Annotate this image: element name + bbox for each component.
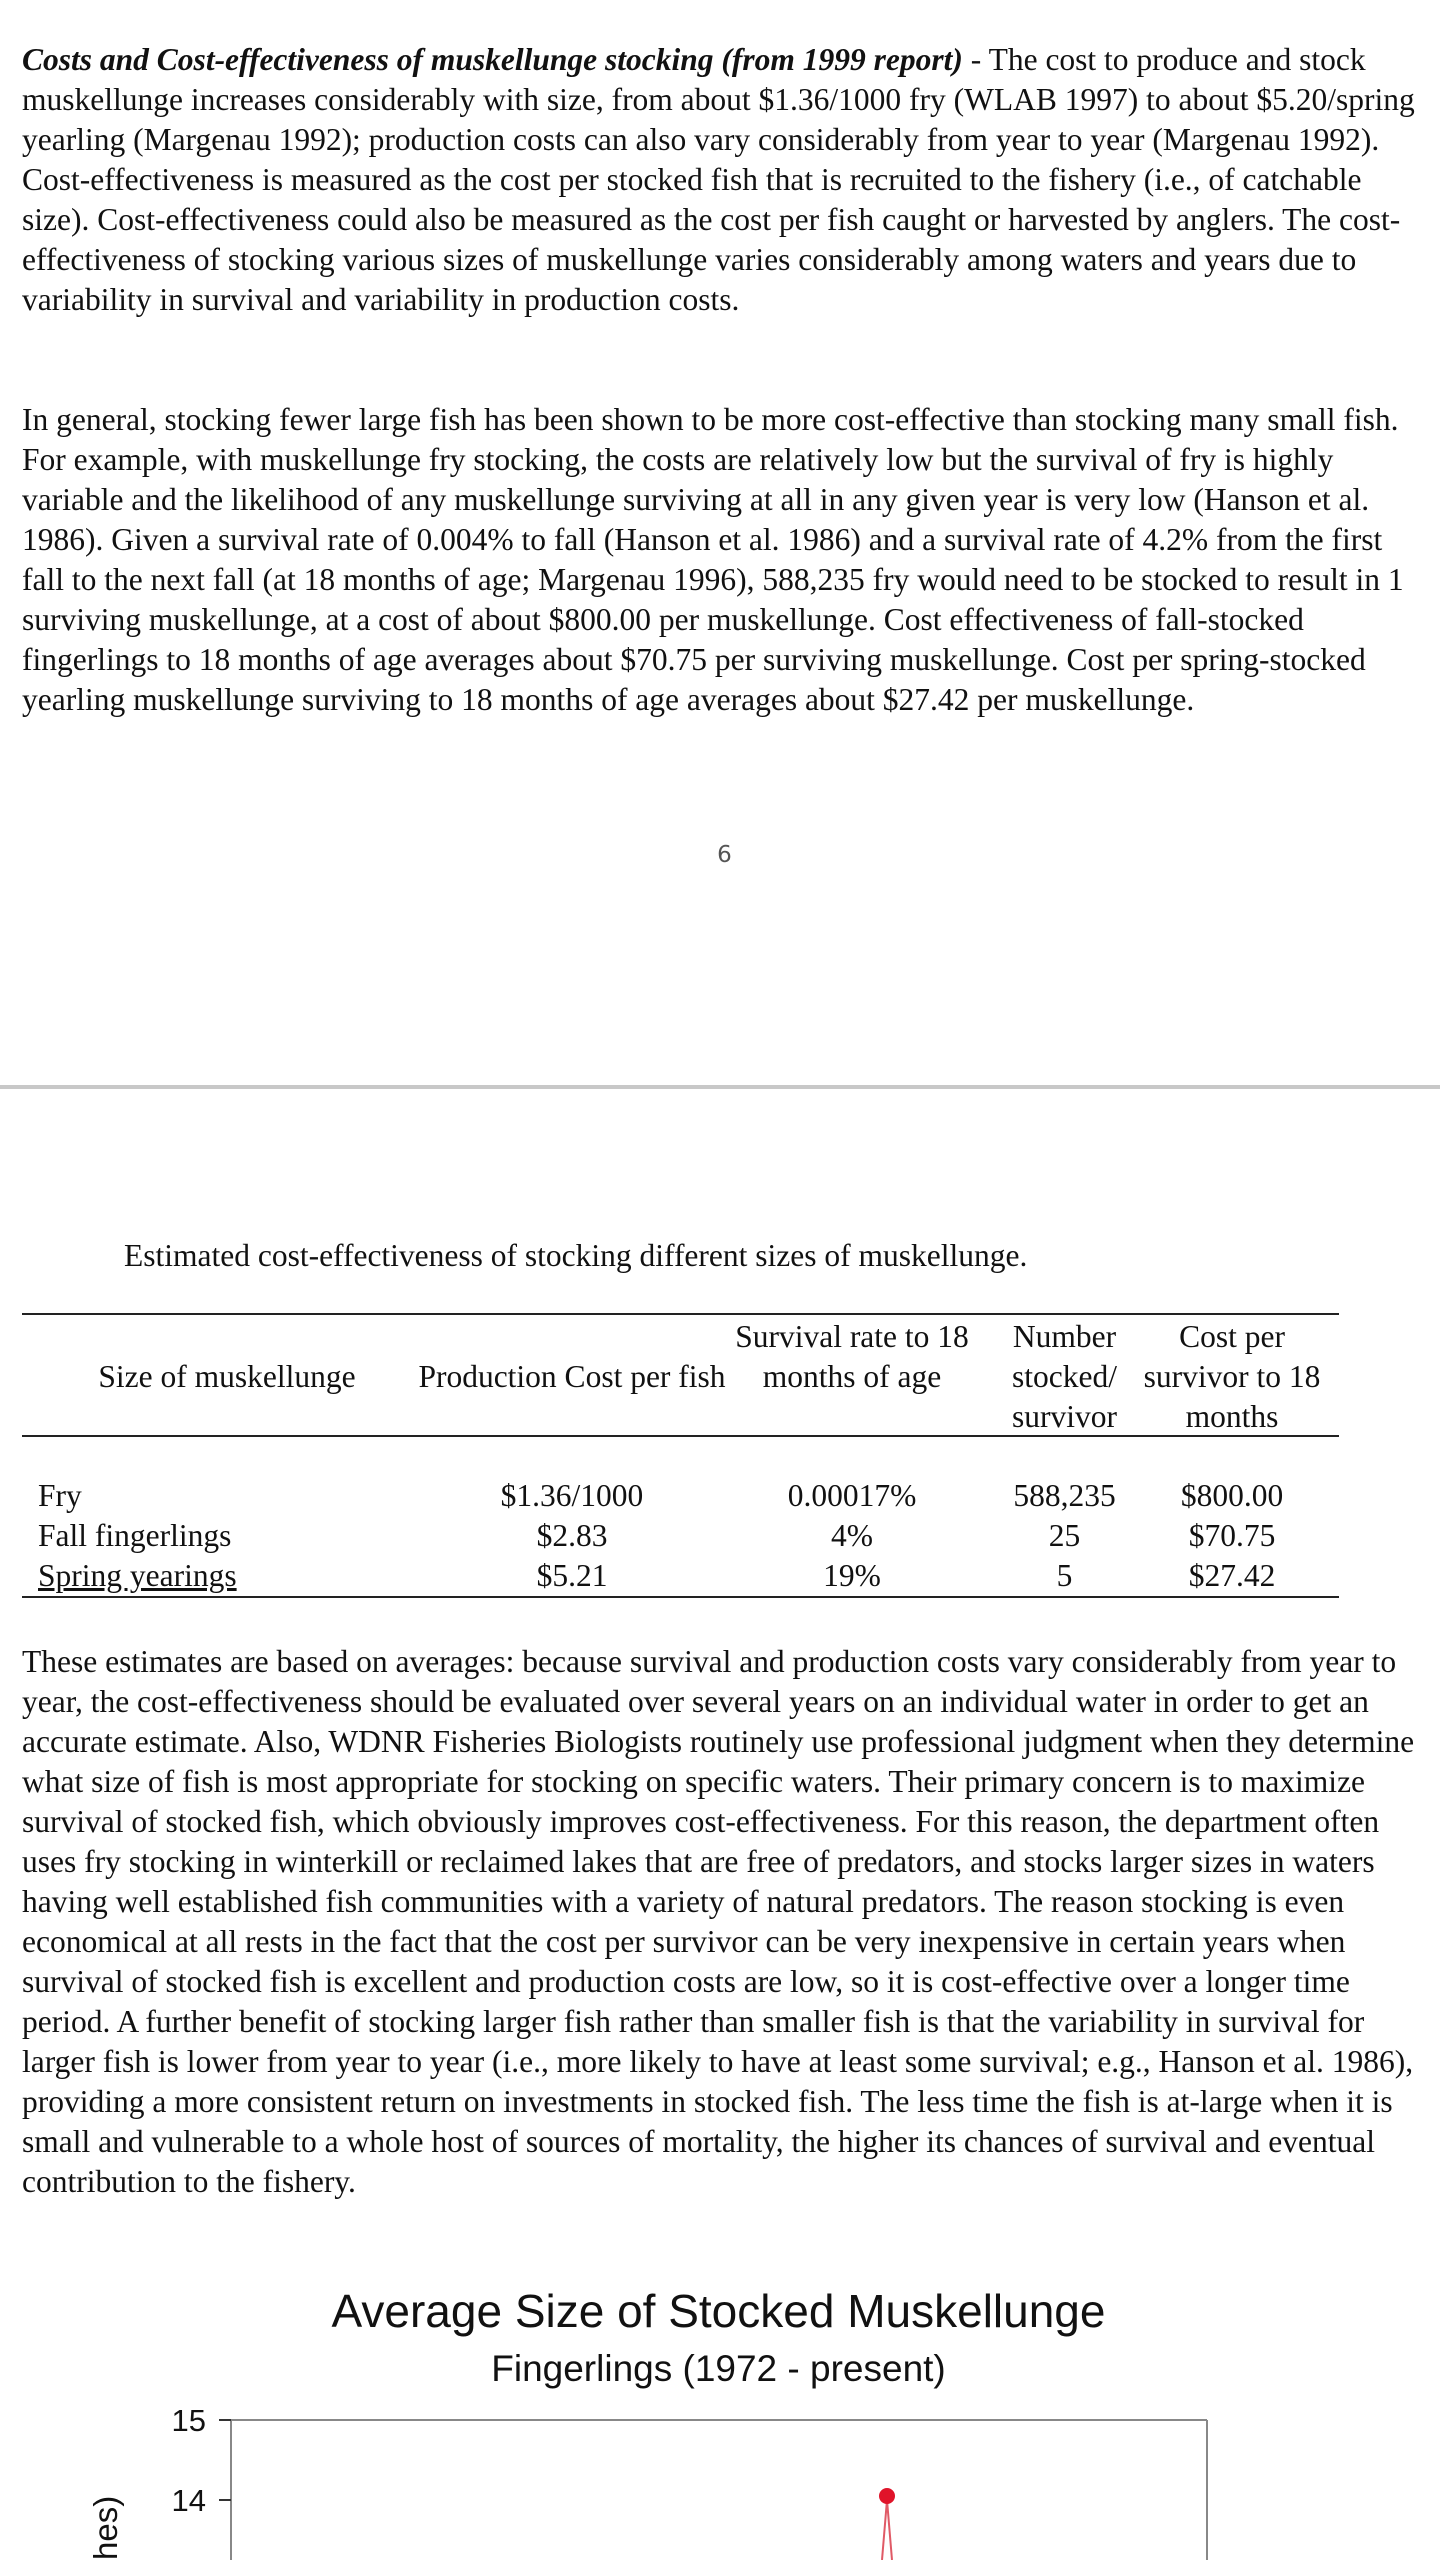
table-rule-top <box>22 1313 1339 1315</box>
table-cell-cost-per-survivor: $27.42 <box>1188 1558 1276 1593</box>
table-caption: Estimated cost-effectiveness of stocking different sizes of muskellunge. <box>124 1238 1028 1273</box>
section-heading-costs: Costs and Cost-effectiveness of muskellunge stocking (from 1999 report) <box>22 42 963 77</box>
table-row <box>22 1476 1339 1516</box>
chart-plot <box>0 2270 1440 2560</box>
table-cell-size: Spring yearings <box>38 1558 237 1593</box>
table-header-survival-rate: Survival rate to 18 months of age <box>735 1319 969 1394</box>
chart-title: Average Size of Stocked Muskellunge <box>331 2285 1106 2337</box>
table-cell-cost-per-survivor: $800.00 <box>1180 1478 1284 1513</box>
table-cell-survival-rate: 0.00017% <box>787 1478 917 1513</box>
table-cell-size: Fall fingerlings <box>38 1518 232 1553</box>
table-rule-header <box>22 1435 1339 1437</box>
table-cell-production-cost: $5.21 <box>536 1558 608 1593</box>
page-number: 6 <box>717 842 732 868</box>
series-line-left <box>882 2500 887 2560</box>
table-cell-survival-rate: 4% <box>831 1518 873 1553</box>
table-cell-production-cost: $1.36/1000 <box>500 1478 644 1513</box>
table-cell-number-stocked: 5 <box>1056 1558 1073 1593</box>
table-header-cost-per-survivor: Cost per survivor to 18 months <box>1143 1319 1321 1434</box>
data-point-marker <box>879 2488 895 2504</box>
y-tick-label: 15 <box>171 2403 206 2438</box>
table-rule-bottom <box>22 1596 1339 1598</box>
table-row <box>22 1556 1339 1596</box>
table-cell-cost-per-survivor: $70.75 <box>1188 1518 1276 1553</box>
paragraph-estimates: These estimates are based on averages: because survival and production costs vary considerably from year to year, the cost-effectiveness should be evaluated over several years on an individual water in order to get an accurate estimate. Also, WDNR Fisheries Biologists routinely use professional judgment when they determine what size of fish is most appropriate for stocking on specific waters. Their primary concern is to maximize survival of stocked fish, which obviously improves cost-effectiveness. For this reason, the department often uses fry stocking in winterkill or reclaimed lakes that are free of predators, and stocks larger sizes in waters having well established fish communities with a variety of natural predators. The reason stocking is even economical at all rests in the fact that the cost per survivor can be very inexpensive in certain years when survival of stocked fish is excellent and production costs are low, so it is cost-effective over a longer time period. A further benefit of stocking larger fish rather than smaller fish is that the variability in survival for larger fish is lower from year to year (i.e., more likely to have at least some survival; e.g., Hanson et al. 1986), providing a more consistent return on investments in stocked fish. The less time the fish is at-large when it is small and vulnerable to a whole host of sources of mortality, the higher its chances of survival and eventual contribution to the fishery. <box>22 1644 1415 2199</box>
series-line-right <box>887 2500 892 2560</box>
chart-subtitle: Fingerlings (1972 - present) <box>491 2348 946 2389</box>
table-cell-size: Fry <box>38 1478 82 1513</box>
paragraph-costs-body: - The cost to produce and stock muskellunge increases considerably with size, from about $1.36/1000 fry (WLAB 1997) to about $5.20/spring yearling (Margenau 1992); production costs can also vary considerably from year to year (Margenau 1992). Cost-effectiveness is measured as the cost per stocked fish that is recruited to the fishery (i.e., of catchable size). Cost-effectiveness could also be measured as the cost per fish caught or harvested by anglers. The cost-effectiveness of stocking various sizes of muskellunge varies considerably among waters and years due to variability in survival and variability in production costs. <box>22 42 1415 317</box>
table-cell-number-stocked: 588,235 <box>1013 1478 1116 1513</box>
paragraph-cost-effectiveness: In general, stocking fewer large fish has been shown to be more cost-effective than stocking many small fish. For example, with muskellunge fry stocking, the costs are relatively low but the survival of fry is highly variable and the likelihood of any muskellunge surviving at all in any given year is very low (Hanson et al. 1986). Given a survival rate of 0.004% to fall (Hanson et al. 1986) and a survival rate of 4.2% from the first fall to the next fall (at 18 months of age; Margenau 1996), 588,235 fry would need to be stocked to result in 1 surviving muskellunge, at a cost of about $800.00 per muskellunge. Cost effectiveness of fall-stocked fingerlings to 18 months of age averages about $70.75 per surviving muskellunge. Cost per spring-stocked yearling muskellunge surviving to 18 months of age averages about $27.42 per muskellunge. <box>22 402 1404 717</box>
table-cell-production-cost: $2.83 <box>536 1518 608 1553</box>
table-cell-survival-rate: 19% <box>823 1558 881 1593</box>
table-header-production-cost: Production Cost per fish <box>418 1359 726 1394</box>
y-tick-label: 14 <box>171 2483 206 2518</box>
stocked-size-chart <box>0 2270 1440 2560</box>
paragraph-costs-intro <box>22 40 1430 320</box>
y-axis-label: hes) <box>87 2495 124 2560</box>
table-row <box>22 1516 1339 1556</box>
table-header-size: Size of muskellunge <box>98 1359 356 1394</box>
document-page-1 <box>0 0 1440 1085</box>
table-header-number-stocked: Number stocked/ survivor <box>1012 1319 1117 1434</box>
table-cell-number-stocked: 25 <box>1048 1518 1081 1553</box>
